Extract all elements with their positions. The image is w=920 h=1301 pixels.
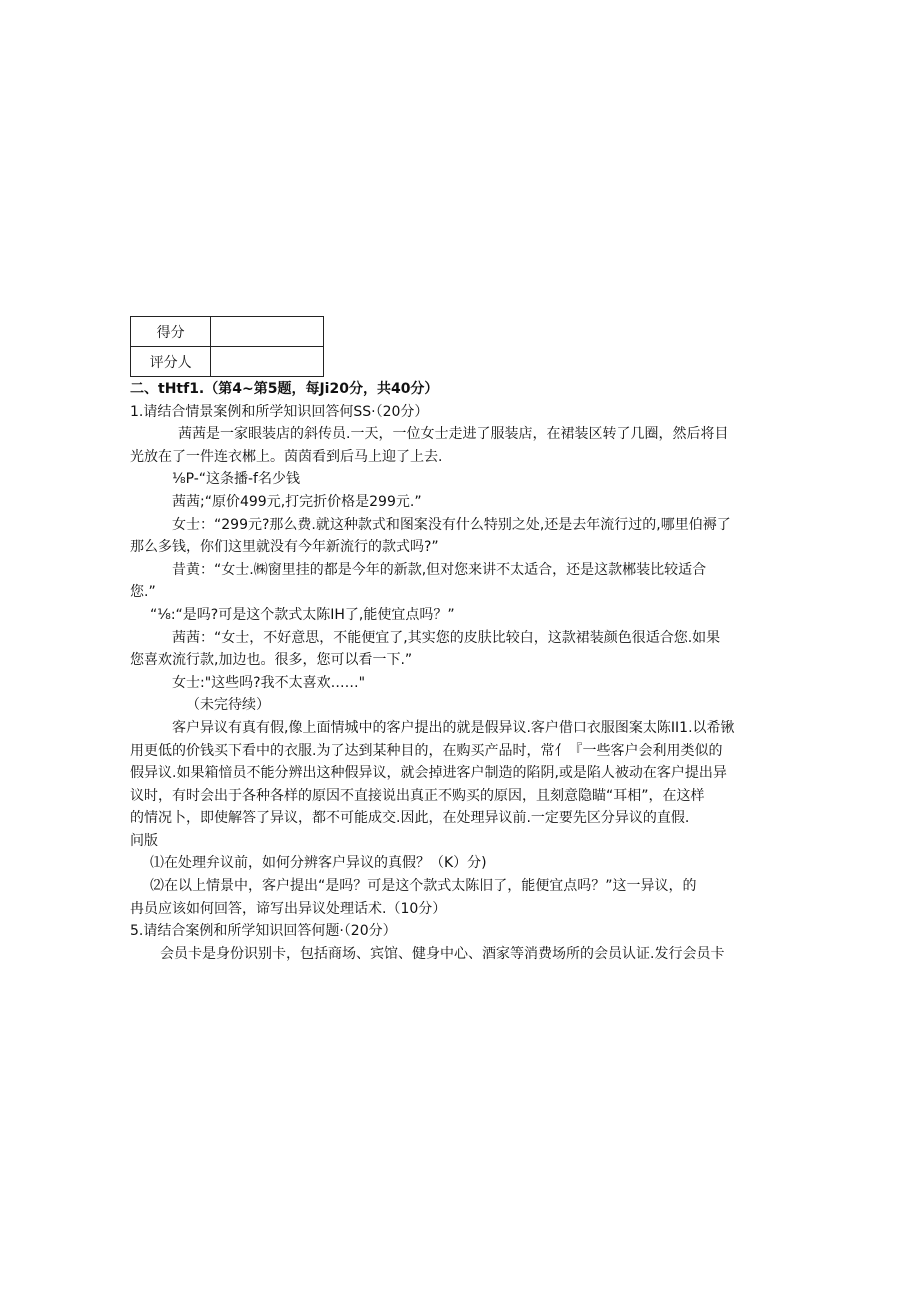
- case-line: 您喜欢流行款,加边也。很多，您可以看一下.”: [130, 652, 413, 669]
- case-line: 光放在了一件连衣郴上。茵茵看到后马上迎了上去.: [130, 448, 443, 465]
- sub-question-2-continued: 冉员应该如何回答，谛写出异议处理话术.（10分）: [130, 900, 447, 917]
- score-table: [130, 316, 324, 377]
- case-line: 茜茜;“原价499元,打完折价格是299元.”: [172, 493, 422, 510]
- case-line: 议时，有时会出于各种各样的原因不直接说出真正不购买的原因，且刻意隐瞄“耳相”，在这样: [130, 787, 705, 804]
- grader-value-cell: [211, 347, 324, 377]
- score-value-cell: [211, 317, 324, 347]
- case-line: ⅛P-“这条播-f名少钱: [172, 471, 300, 488]
- case-line: 客户异议有真有假,像上面情城中的客户提出的就是假异议.客户借口衣服图案太陈II1.以希锹: [172, 719, 735, 736]
- sub-question-2: ⑵在以上情景中，客户提出“是吗？可是这个款式太陈旧了，能便宜点吗？”这一异议，的: [150, 878, 697, 895]
- case-line: 的情况卜，即使解答了异议，都不可能成交.因此，在处理异议前.一定要先区分异议的直假.: [130, 810, 690, 827]
- case-line: 那么多钱，你们这里就没有今年新流行的款式吗?”: [130, 539, 439, 556]
- sub-question-1: ⑴在处理弁议前，如何分辨客户异议的真假？（K）分): [150, 855, 487, 872]
- question-5-text: 会员卡是身份识别卡，包括商场、宾馆、健身中心、酒家等消费场所的会员认证.发行会员卡: [160, 945, 725, 962]
- case-line: 用更低的价钱买下看中的衣服.为了达到某种目的，在购买产品时，常亻『一些客户会利用类似的: [130, 742, 723, 759]
- score-label: 得分: [131, 317, 211, 347]
- section-heading: 二、tHtf1.（第4~第5题，每Ji20分，共40分）: [130, 381, 439, 397]
- case-line: 昔黄：“女士.㈱窗里挂的都是今年的新款,但对您来讲不太适合，还是这款郴装比较适合: [172, 561, 707, 578]
- question-5-intro: 5.请结合案例和所学知识回答何题·（20分）: [130, 923, 397, 940]
- grader-row: [131, 347, 324, 377]
- question-4-intro: 1.请结合情景案例和所学知识回答何SS·（20分）: [130, 403, 429, 420]
- case-line: 女士：“299元?那么费.就这种款式和图案没有什么特别之处,还是去年流行过的,哪里伯褥了: [172, 516, 731, 533]
- case-line: 您.”: [130, 584, 156, 601]
- case-line: “⅛:“是吗?可是这个款式太陈IH了,能使宜点吗？”: [150, 606, 455, 623]
- case-line: 女士:"这些吗?我不太喜欢……": [172, 674, 366, 691]
- case-line: （未完待续）: [186, 697, 270, 714]
- exam-content: [130, 378, 786, 965]
- case-line: 假异议.如果箱愔员不能分辨出这种假异议，就会掉进客户制造的陷阴,或是陷人被动在客户提出异: [130, 765, 727, 782]
- case-line: 茜茜是一家眼装店的斜传员.一天，一位女士走进了服装店，在裙装区转了几圈，然后将目: [178, 426, 729, 443]
- case-line: 问版: [130, 832, 158, 849]
- grader-label: 评分人: [131, 347, 211, 377]
- case-line: 茜茜：“女士，不好意思，不能便宜了,其实您的皮肤比较白，这款裙装颜色很适合您.如果: [172, 629, 721, 646]
- score-row: [131, 317, 324, 347]
